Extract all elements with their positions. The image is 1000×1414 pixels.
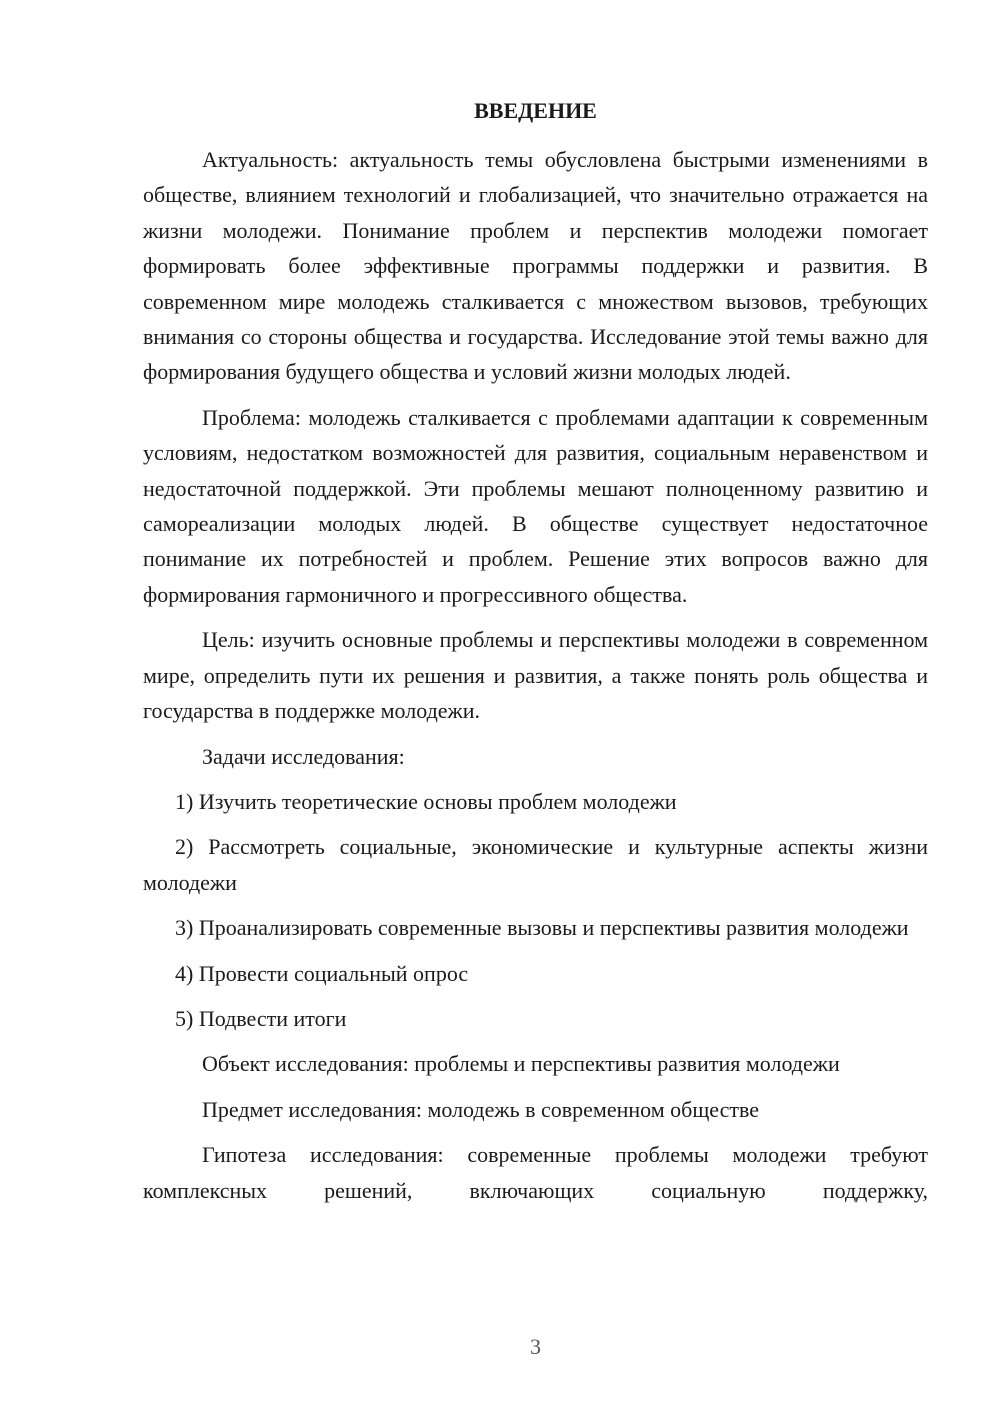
tasks-heading: Задачи исследования:: [202, 743, 405, 769]
research-subject: Предмет исследования: молодежь в современном обществе: [202, 1096, 760, 1122]
problem-paragraph: Проблема: молодежь сталкивается с проблемами адаптации к современным условиям, недостатком возможностей для развития, социальным неравенством и недостаточной поддержкой. Эти проблемы мешают полноценному развитию и самореализации молодых людей. В обществе существует недостаточное понимание их потребностей и проблем. Решение этих вопросов важно для формирования гармоничного и прогрессивного общества.: [143, 404, 928, 607]
goal-paragraph: Цель: изучить основные проблемы и перспективы молодежи в современном мире, определить пути их решения и развития, а также понять роль общества и государства в поддержке молодежи.: [143, 627, 928, 724]
task-item-1: 1) Изучить теоретические основы проблем молодежи: [175, 788, 677, 814]
task-item-3: 3) Проанализировать современные вызовы и перспективы развития молодежи: [175, 915, 909, 941]
document-page: [143, 0, 928, 1414]
page-number: 3: [530, 1334, 541, 1359]
task-item-5: 5) Подвести итоги: [175, 1005, 347, 1031]
document-body: [143, 142, 928, 1208]
relevance-paragraph: Актуальность: актуальность темы обусловлена быстрыми изменениями в обществе, влиянием технологий и глобализацией, что значительно отражается на жизни молодежи. Понимание проблем и перспектив молодежи помогает формировать более эффективные программы поддержки и развития. В современном мире молодежь сталкивается с множеством вызовов, требующих внимания со стороны общества и государства. Исследование этой темы важно для формирования будущего общества и условий жизни молодых людей.: [143, 147, 928, 385]
task-item-2: 2) Рассмотреть социальные, экономические и культурные аспекты жизни молодежи: [143, 834, 928, 895]
research-object: Объект исследования: проблемы и перспективы развития молодежи: [202, 1051, 840, 1077]
task-item-4: 4) Провести социальный опрос: [175, 960, 469, 986]
section-title: ВВЕДЕНИЕ: [474, 98, 597, 123]
research-hypothesis: Гипотеза исследования: современные проблемы молодежи требуют комплексных решений, включающих социальную поддержку,: [143, 1142, 928, 1203]
